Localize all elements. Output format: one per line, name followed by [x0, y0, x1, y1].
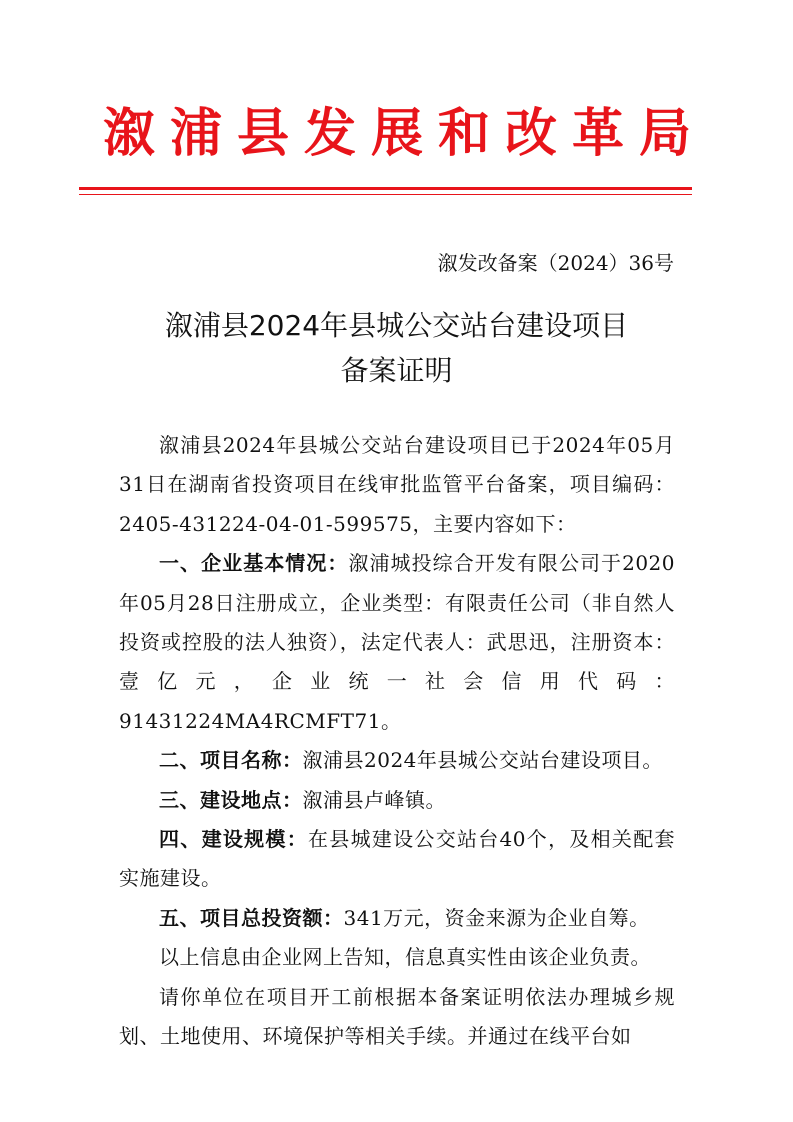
note-paragraph-responsibility: 以上信息由企业网上告知，信息真实性由该企业负责。	[159, 945, 651, 970]
section-text: 在县城建设公交站台40个，及相关配套实施建设。	[119, 827, 676, 891]
agency-letterhead: 溆浦县发展和改革局	[102, 104, 706, 164]
document-body	[119, 426, 675, 1057]
letterhead-rule-thin	[79, 194, 692, 195]
document-number: 溆发改备案（2024）36号	[437, 251, 674, 275]
intro-paragraph: 溆浦县2024年县城公交站台建设项目已于2024年05月31日在湖南省投资项目在线审批监管平台备案，项目编码：2405-431224-04-01-599575，主要内容如下：	[119, 433, 675, 536]
section-text: 溆浦县2024年县城公交站台建设项目。	[302, 748, 663, 773]
section-label: 三、建设地点：	[159, 787, 303, 812]
section-label: 五、项目总投资额：	[159, 905, 344, 930]
section-text: 341万元，资金来源为企业自筹。	[343, 905, 650, 930]
section-label: 二、项目名称：	[159, 748, 303, 773]
letterhead-rule-thick	[79, 187, 692, 190]
section-text: 溆浦城投综合开发有限公司于2020年05月28日注册成立，企业类型：有限责任公司（非自然人投资或控股的法人独资），法定代表人：武思迅，注册资本：壹亿元，企业统一社会信用代码：91431224MA4RCMFT71。	[119, 551, 675, 733]
section-label: 四、建设规模：	[159, 827, 308, 852]
note-paragraph-procedures: 请你单位在项目开工前根据本备案证明依法办理城乡规划、土地使用、环境保护等相关手续。并通过在线平台如	[119, 984, 675, 1049]
section-text: 溆浦县卢峰镇。	[302, 787, 446, 812]
section-enterprise-info	[119, 544, 675, 741]
document-title-line-1: 溆浦县2024年县城公交站台建设项目	[164, 309, 629, 342]
section-location	[119, 781, 675, 820]
section-project-name	[119, 741, 675, 780]
section-label: 一、企业基本情况：	[159, 551, 349, 576]
document-title	[0, 303, 793, 393]
section-scale	[119, 820, 675, 899]
document-title-line-2: 备案证明	[340, 354, 453, 387]
section-investment	[119, 899, 675, 938]
